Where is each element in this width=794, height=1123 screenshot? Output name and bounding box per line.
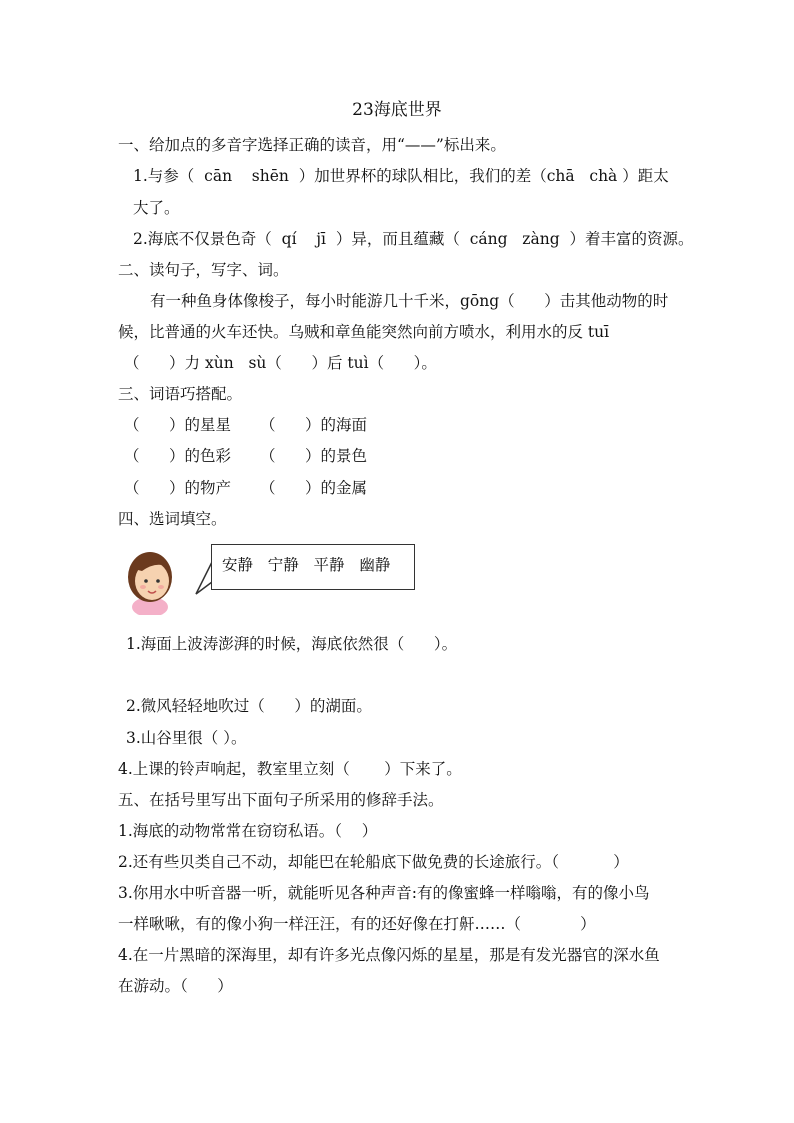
fill-question-2: 2.微风轻轻地吹过（ ）的湖面。 — [126, 697, 372, 715]
rhetoric-question-4-line1: 4.在一片黑暗的深海里，却有许多光点像闪烁的星星，那是有发光器官的深水鱼 — [118, 946, 660, 964]
girl-illustration — [120, 545, 180, 615]
word-choices: 安静 宁静 平静 幽静 — [222, 556, 391, 574]
rhetoric-question-3-line2: 一样啾啾，有的像小狗一样汪汪，有的还好像在打鼾……（ ） — [118, 915, 596, 933]
section-1-heading: 一、给加点的多音字选择正确的读音，用“——”标出来。 — [118, 136, 506, 154]
fill-question-1: 1.海面上波涛澎湃的时候，海底依然很（ ）。 — [126, 635, 458, 653]
question-1-1-line1: 1.与参（ cān shēn ）加世界杯的球队相比，我们的差（chā chà ）距太 — [133, 167, 669, 185]
section-2-paragraph-line1: 有一种鱼身体像梭子，每小时能游几十千米，gōng（ ）击其他动物的时 — [150, 292, 669, 310]
rhetoric-question-4-line2: 在游动。（ ） — [118, 977, 233, 995]
pair-row-1-right: （ ）的海面 — [260, 416, 368, 434]
pair-row-3-right: （ ）的金属 — [260, 479, 368, 497]
section-5-heading: 五、在括号里写出下面句子所采用的修辞手法。 — [118, 791, 444, 809]
pair-row-2-left: （ ）的色彩 — [124, 447, 232, 465]
question-1-2: 2.海底不仅景色奇（ qí jī ）异，而且蕴藏（ cáng zàng ）着丰富的资源。 — [133, 230, 694, 248]
question-1-1-line2: 大了。 — [133, 199, 180, 217]
fill-question-4: 4.上课的铃声响起，教室里立刻（ ）下来了。 — [118, 760, 462, 778]
rhetoric-question-3-line1: 3.你用水中听音器一听，就能听见各种声音:有的像蜜蜂一样嗡嗡，有的像小鸟 — [118, 884, 650, 902]
rhetoric-question-2: 2.还有些贝类自己不动，却能巴在轮船底下做免费的长途旅行。（ ） — [118, 853, 629, 871]
section-3-heading: 三、词语巧搭配。 — [118, 385, 243, 403]
fill-question-3: 3.山谷里很（ ）。 — [126, 729, 247, 747]
section-2-paragraph-line2: 候，比普通的火车还快。乌贼和章鱼能突然向前方喷水，利用水的反 tuī — [118, 323, 610, 341]
word-choice-box — [211, 544, 415, 590]
section-2-paragraph-line3: （ ）力 xùn sù（ ）后 tuì（ ）。 — [124, 354, 437, 372]
page-title: 23海底世界 — [352, 100, 442, 120]
section-4-heading: 四、选词填空。 — [118, 510, 227, 528]
pair-row-1-left: （ ）的星星 — [124, 416, 232, 434]
pair-row-3-left: （ ）的物产 — [124, 479, 232, 497]
pair-row-2-right: （ ）的景色 — [260, 447, 368, 465]
rhetoric-question-1: 1.海底的动物常常在窃窃私语。（ ） — [118, 822, 378, 840]
section-2-heading: 二、读句子，写字、词。 — [118, 261, 289, 279]
